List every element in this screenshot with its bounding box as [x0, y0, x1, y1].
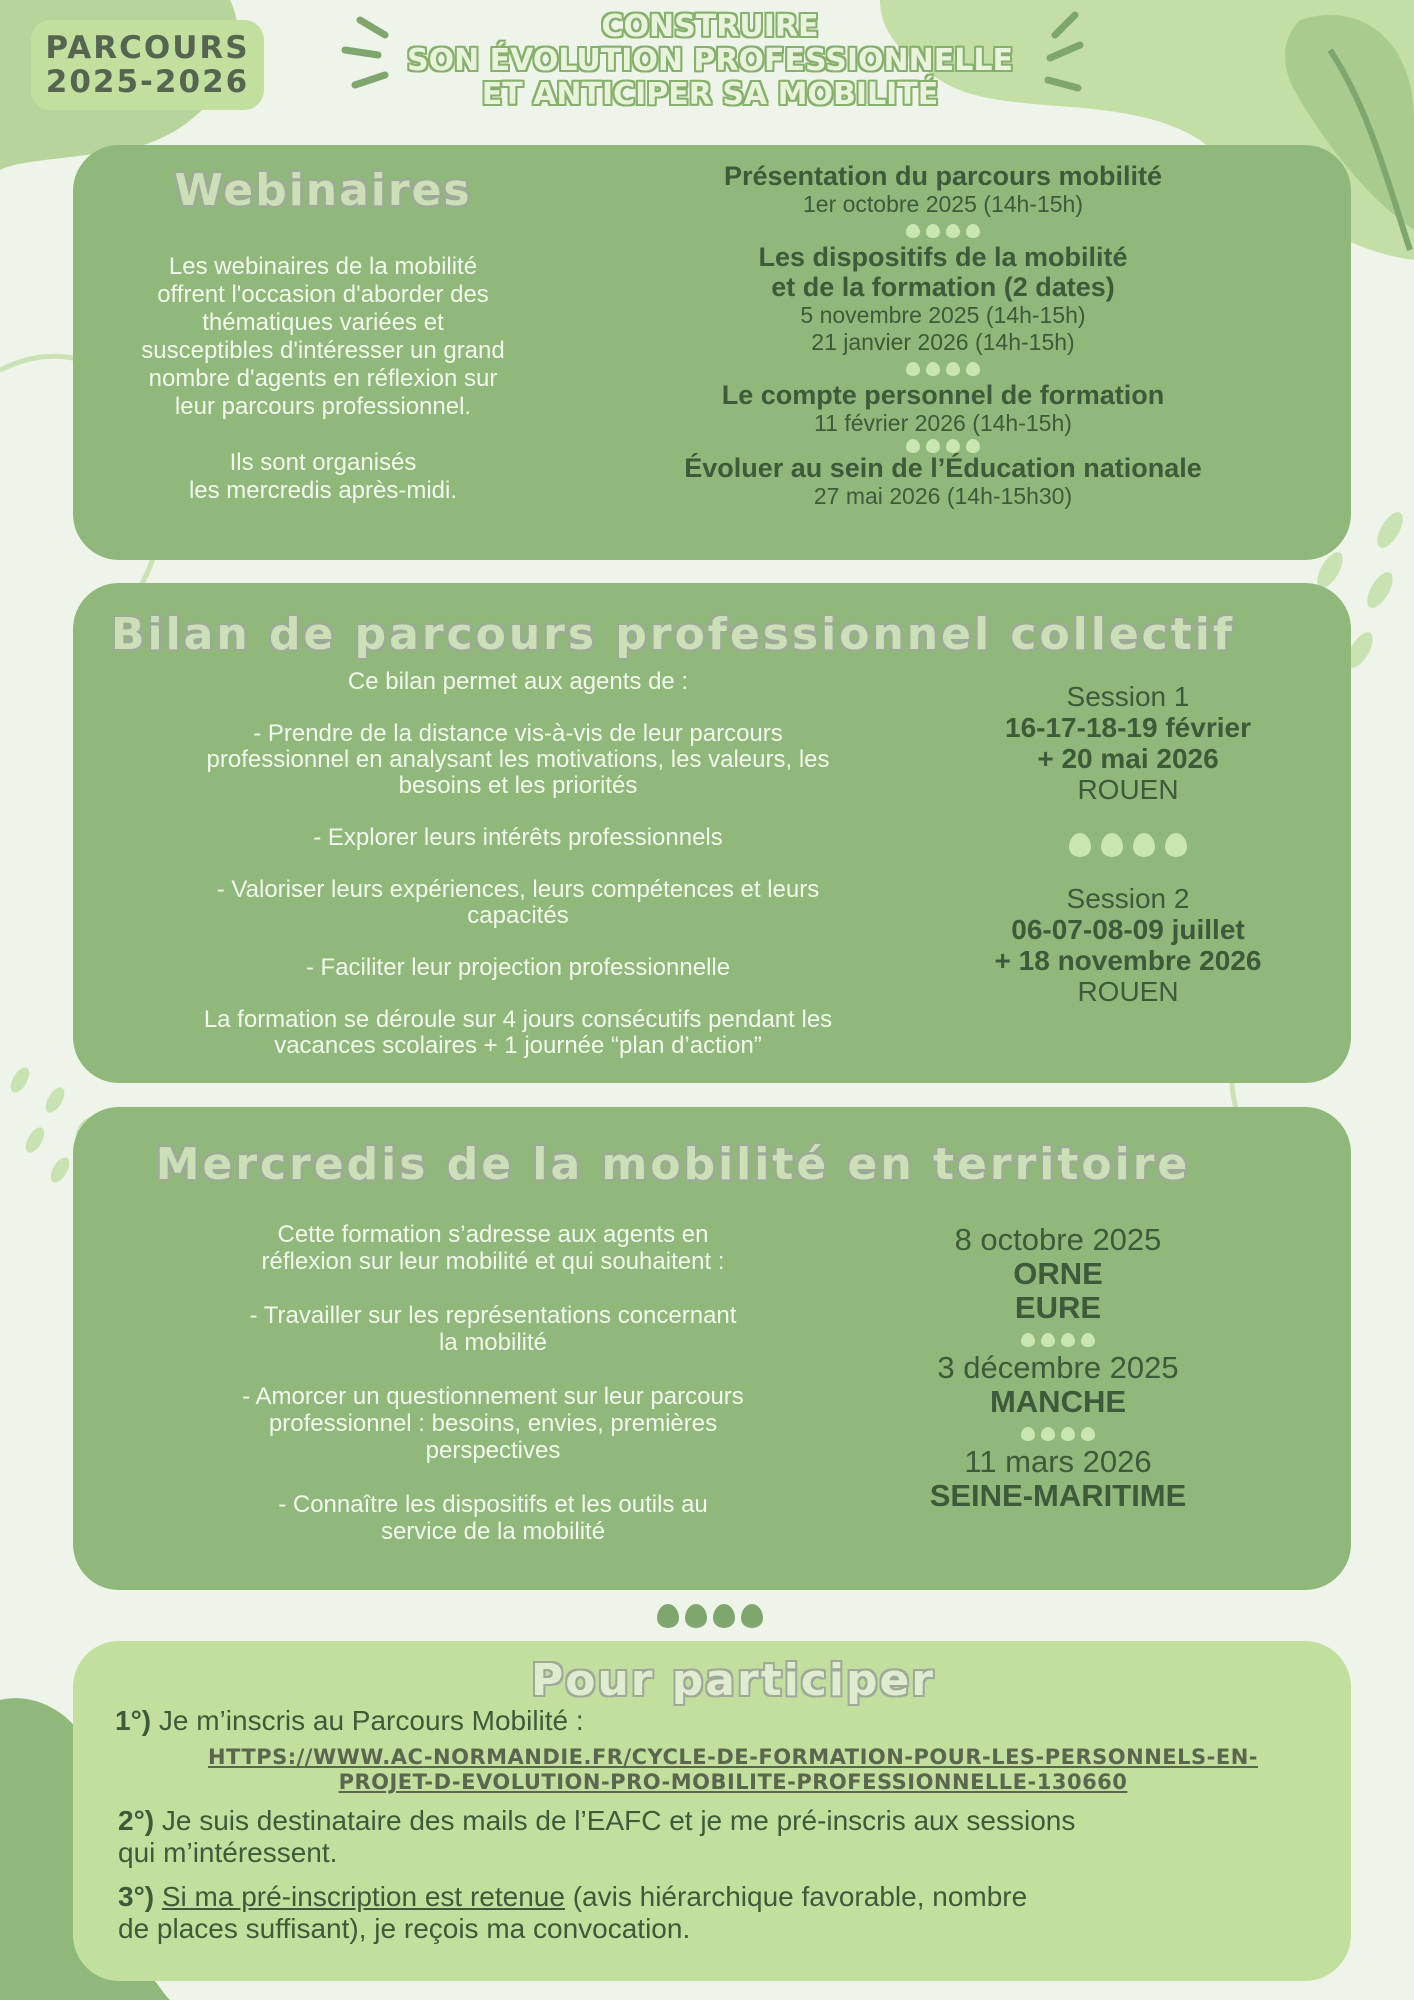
webinaires-sessions: [643, 161, 1243, 510]
mercredis-dates: [883, 1223, 1233, 1513]
webinaires-title: Webinaires: [174, 165, 472, 216]
step-2: 2°) Je suis destinataire des mails de l’EAFC et je me pré-inscris aux sessions qui m’intéressent.: [118, 1805, 1076, 1868]
date-block-1: 8 octobre 2025 ORNE EURE: [954, 1222, 1162, 1325]
separator-dots: [643, 362, 1243, 376]
bilan-sessions: [953, 681, 1303, 1007]
date-block-3: 11 mars 2026 SEINE-MARITIME: [929, 1444, 1187, 1513]
bilan-panel: [73, 583, 1351, 1083]
session-4: Évoluer au sein de l’Éducation nationale 27 mai 2026 (14h-15h30): [684, 453, 1202, 509]
bilan-session-2: Session 2 06-07-08-09 juillet + 18 novembre 2026 ROUEN: [994, 883, 1262, 1007]
separator-dots: [883, 1333, 1233, 1347]
date-block-2: 3 décembre 2025 MANCHE: [937, 1350, 1179, 1419]
separator-dots: [620, 1604, 800, 1628]
session-2: Les dispositifs de la mobilité et de la formation (2 dates) 5 novembre 2025 (14h-15h) 21 janvier 2026 (14h-15h): [758, 242, 1128, 355]
participer-panel: [73, 1641, 1351, 1981]
step-1: 1°) Je m’inscris au Parcours Mobilité :: [115, 1705, 584, 1736]
separator-dots: [883, 1427, 1233, 1441]
badge-line-1: PARCOURS: [45, 30, 250, 66]
webinaires-panel: [73, 145, 1351, 560]
title-line-2: SON ÉVOLUTION PROFESSIONNELLE: [407, 43, 1013, 78]
step-3: 3°) Si ma pré-inscription est retenue (avis hiérarchique favorable, nombre de places suffisant), je reçois ma convocation.: [118, 1881, 1028, 1944]
title-line-3: ET ANTICIPER SA MOBILITÉ: [481, 77, 939, 112]
mercredis-panel: [73, 1107, 1351, 1590]
separator-dots: [643, 439, 1243, 453]
bilan-title: Bilan de parcours professionnel collectif: [110, 609, 1236, 660]
badge-line-2: 2025-2026: [45, 64, 250, 100]
bilan-description: Ce bilan permet aux agents de : - Prendre de la distance vis-à-vis de leur parcours professionnel en analysant les motivations, les valeurs, les besoins et les priorités - Explorer leurs intérêts professionnels - Valoriser leurs expériences, leurs compétences et leurs capacités - Faciliter leur projection professionnelle La formation se déroule sur 4 jours consécutifs pendant les vacances scolaires + 1 journée “plan d’action”: [203, 668, 833, 1059]
mercredis-title: Mercredis de la mobilité en territoire: [155, 1139, 1191, 1190]
participer-title: Pour participer: [530, 1655, 936, 1706]
separator-dots: [953, 833, 1303, 857]
title-line-1: CONSTRUIRE: [601, 9, 819, 44]
mercredis-description: Cette formation s’adresse aux agents en réflexion sur leur mobilité et qui souhaitent : - Travailler sur les représentations concernant la mobilité - Amorcer un questionnement sur leur parcours professionnel : besoins, envies, premières perspectives - Connaître les dispositifs et les outils au service de la mobilité: [242, 1221, 744, 1545]
bilan-session-1: Session 1 16-17-18-19 février + 20 mai 2026 ROUEN: [1005, 681, 1251, 805]
separator-dots: [643, 224, 1243, 238]
registration-link[interactable]: HTTPS://WWW.AC-NORMANDIE.FR/CYCLE-DE-FORMATION-POUR-LES-PERSONNELS-EN- PROJET-D-EVOLUTION-PRO-MOBILITE-PROFESSIONNELLE-130660: [207, 1745, 1259, 1794]
session-3: Le compte personnel de formation 11 février 2026 (14h-15h): [721, 380, 1165, 436]
page-title: [370, 10, 1050, 112]
session-1: Présentation du parcours mobilité 1er octobre 2025 (14h-15h): [723, 161, 1163, 217]
year-badge: [31, 20, 264, 110]
webinaires-intro: Les webinaires de la mobilité offrent l'occasion d'aborder des thématiques variées et susceptibles d'intéresser un grand nombre d'agents en réflexion sur leur parcours professionnel. Ils sont organisés les mercredis après-midi.: [141, 253, 505, 504]
